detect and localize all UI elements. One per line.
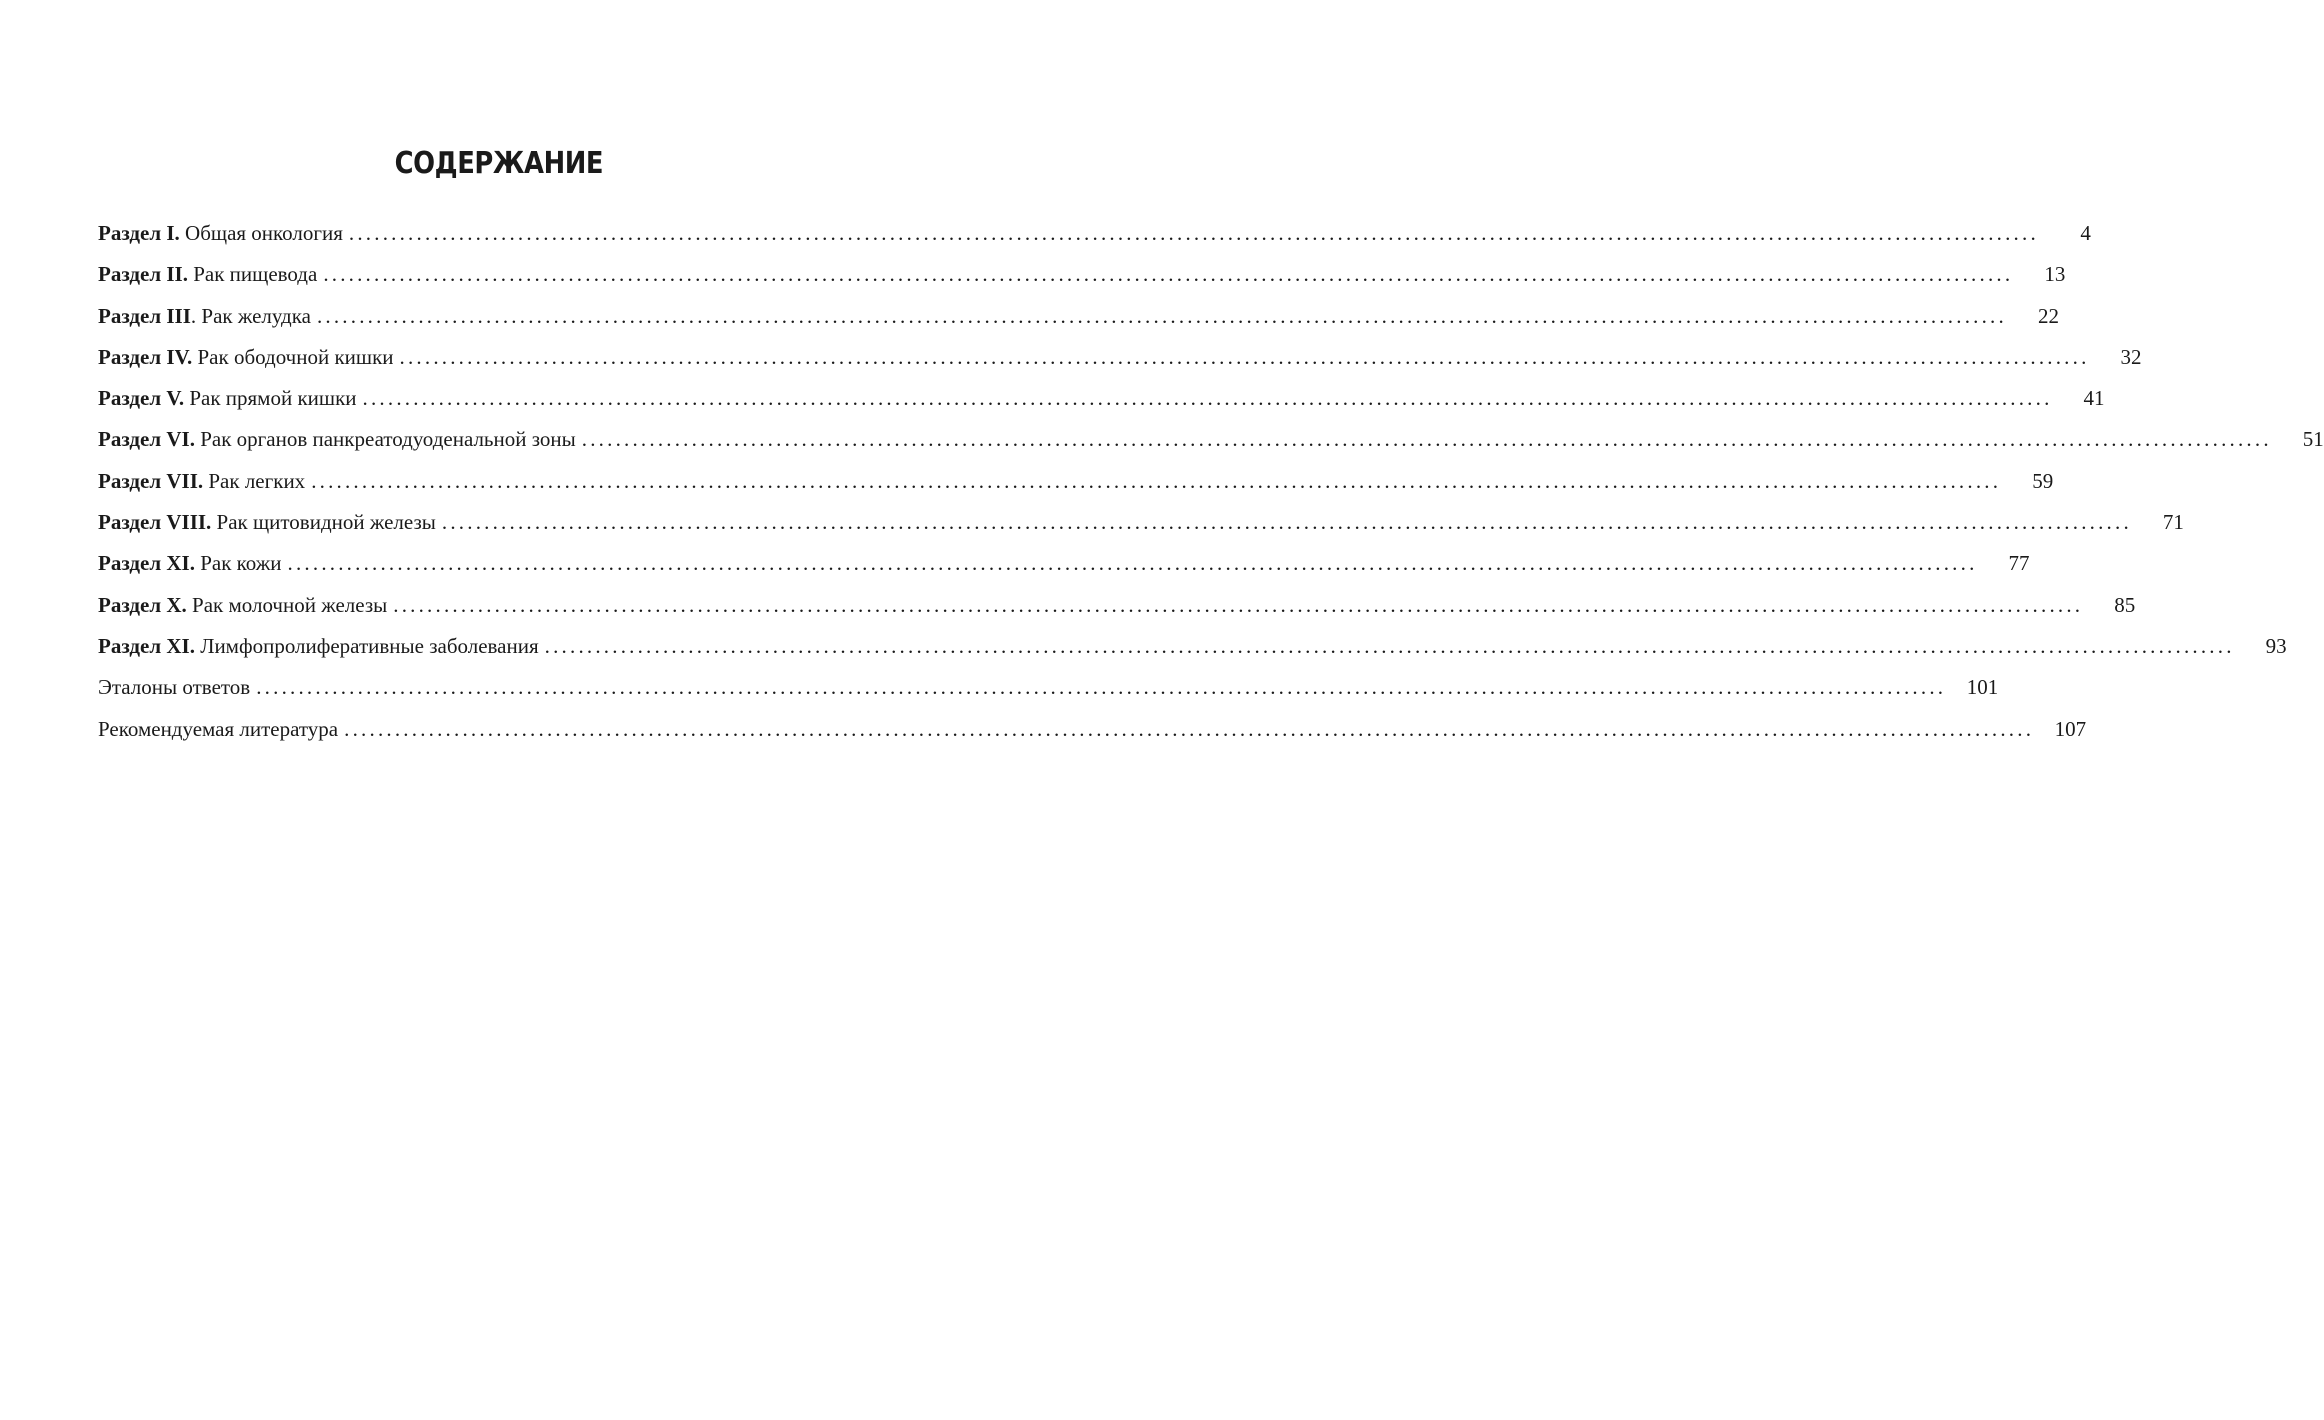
toc-entry-text: Рак легких xyxy=(203,468,306,493)
toc-entry-section: Раздел VII. xyxy=(98,468,204,493)
toc-entry-text: Рак пищевода xyxy=(187,262,318,287)
toc-entry xyxy=(98,667,1999,708)
toc-entry-page: 107 xyxy=(2054,716,2087,741)
toc-entry-label xyxy=(98,667,250,708)
toc-entry-section: Раздел XI. xyxy=(98,633,195,658)
dot-leader: ........................................................................................................................................................................................................ xyxy=(311,468,2002,493)
toc-entry-page: 41 xyxy=(2083,386,2105,411)
dot-leader: ........................................................................................................................................................................................................ xyxy=(581,427,2272,452)
toc-list xyxy=(98,213,2324,750)
toc-entry-section: Раздел I. xyxy=(98,221,180,245)
toc-entry-label xyxy=(98,502,436,543)
dot-leader: ........................................................................................................................................................................................................ xyxy=(399,344,2090,369)
toc-entry-page: 101 xyxy=(1966,675,1999,700)
toc-entry-page: 93 xyxy=(2265,633,2287,658)
toc-entry xyxy=(98,709,2087,750)
toc-entry xyxy=(98,626,2287,667)
toc-entry-page: 85 xyxy=(2114,592,2136,617)
toc-entry-text: Общая онкология xyxy=(179,221,343,245)
toc-entry-section: Раздел VI. xyxy=(98,427,195,452)
dot-leader: ........................................................................................................................................................................................................ xyxy=(287,551,1978,576)
page-title: СОДЕРЖАНИЕ xyxy=(394,146,604,181)
toc-entry-text: Рак прямой кишки xyxy=(184,386,357,411)
toc-entry-section: Раздел III xyxy=(98,303,191,328)
toc-entry xyxy=(98,378,2105,419)
toc-entry xyxy=(98,213,2091,254)
toc-entry-section: Раздел VIII. xyxy=(98,510,212,535)
toc-entry-label xyxy=(98,213,343,254)
toc-entry-section: Раздел II. xyxy=(98,262,188,287)
toc-entry-section: Раздел X. xyxy=(98,592,187,617)
toc-entry-label xyxy=(98,626,539,667)
toc-entry-label xyxy=(98,543,282,584)
toc-entry-label xyxy=(98,461,305,502)
toc-entry-section: Раздел V. xyxy=(98,386,185,411)
toc-entry-page: 4 xyxy=(2080,221,2091,245)
toc-entry-text: Рак щитовидной железы xyxy=(211,510,436,535)
toc-entry-text: Рак кожи xyxy=(194,551,282,576)
toc-entry-text: Эталоны ответов xyxy=(98,675,251,700)
toc-entry xyxy=(98,296,2059,337)
toc-entry-text: Рекомендуемая литература xyxy=(98,716,339,741)
toc-entry-page: 71 xyxy=(2162,510,2184,535)
toc-entry xyxy=(98,254,2066,295)
toc-entry-label xyxy=(98,337,394,378)
toc-entry-label xyxy=(98,709,338,750)
dot-leader: ........................................................................................................................................................................................................ xyxy=(441,510,2132,535)
dot-leader: ........................................................................................................................................................................................................ xyxy=(393,592,2084,617)
toc-entry-label xyxy=(98,254,317,295)
toc-entry xyxy=(98,337,2142,378)
dot-leader: ........................................................................................................................................................................................................ xyxy=(316,303,2007,328)
dot-leader: ........................................................................................................................................................................................................ xyxy=(544,633,2235,658)
toc-entry xyxy=(98,419,2324,460)
dot-leader: ........................................................................................................................................................................................................ xyxy=(344,716,2035,741)
toc-entry-section: Раздел XI. xyxy=(98,551,195,576)
toc-entry-text: Лимфопролиферативные заболевания xyxy=(194,633,539,658)
dot-leader: ........................................................................................................................................................................................................ xyxy=(323,262,2014,287)
toc-entry-label xyxy=(98,419,576,460)
toc-entry-page: 51 xyxy=(2302,427,2324,452)
toc-entry xyxy=(98,543,2030,584)
dot-leader: ........................................................................................................................................................................................................ xyxy=(362,386,2053,411)
toc-entry-text: Рак органов панкреатодуоденальной зоны xyxy=(194,427,576,452)
toc-entry xyxy=(98,502,2184,543)
toc-entry-page: 59 xyxy=(2032,468,2054,493)
toc-entry-label xyxy=(98,585,387,626)
toc-entry-page: 77 xyxy=(2008,551,2030,576)
toc-entry xyxy=(98,585,2136,626)
toc-entry-page: 13 xyxy=(2044,262,2066,287)
toc-entry xyxy=(98,461,2054,502)
toc-entry-label xyxy=(98,378,357,419)
dot-leader: ........................................................................................................................................................................................................ xyxy=(348,221,2039,245)
dot-leader: ........................................................................................................................................................................................................ xyxy=(256,675,1947,700)
toc-entry-page: 22 xyxy=(2037,303,2059,328)
toc-entry-text: Рак молочной железы xyxy=(186,592,388,617)
toc-entry-text: Рак ободочной кишки xyxy=(192,344,394,369)
toc-entry-text: . Рак желудка xyxy=(190,303,311,328)
toc-entry-label xyxy=(98,296,311,337)
toc-entry-page: 32 xyxy=(2120,344,2142,369)
toc-entry-section: Раздел IV. xyxy=(98,344,193,369)
